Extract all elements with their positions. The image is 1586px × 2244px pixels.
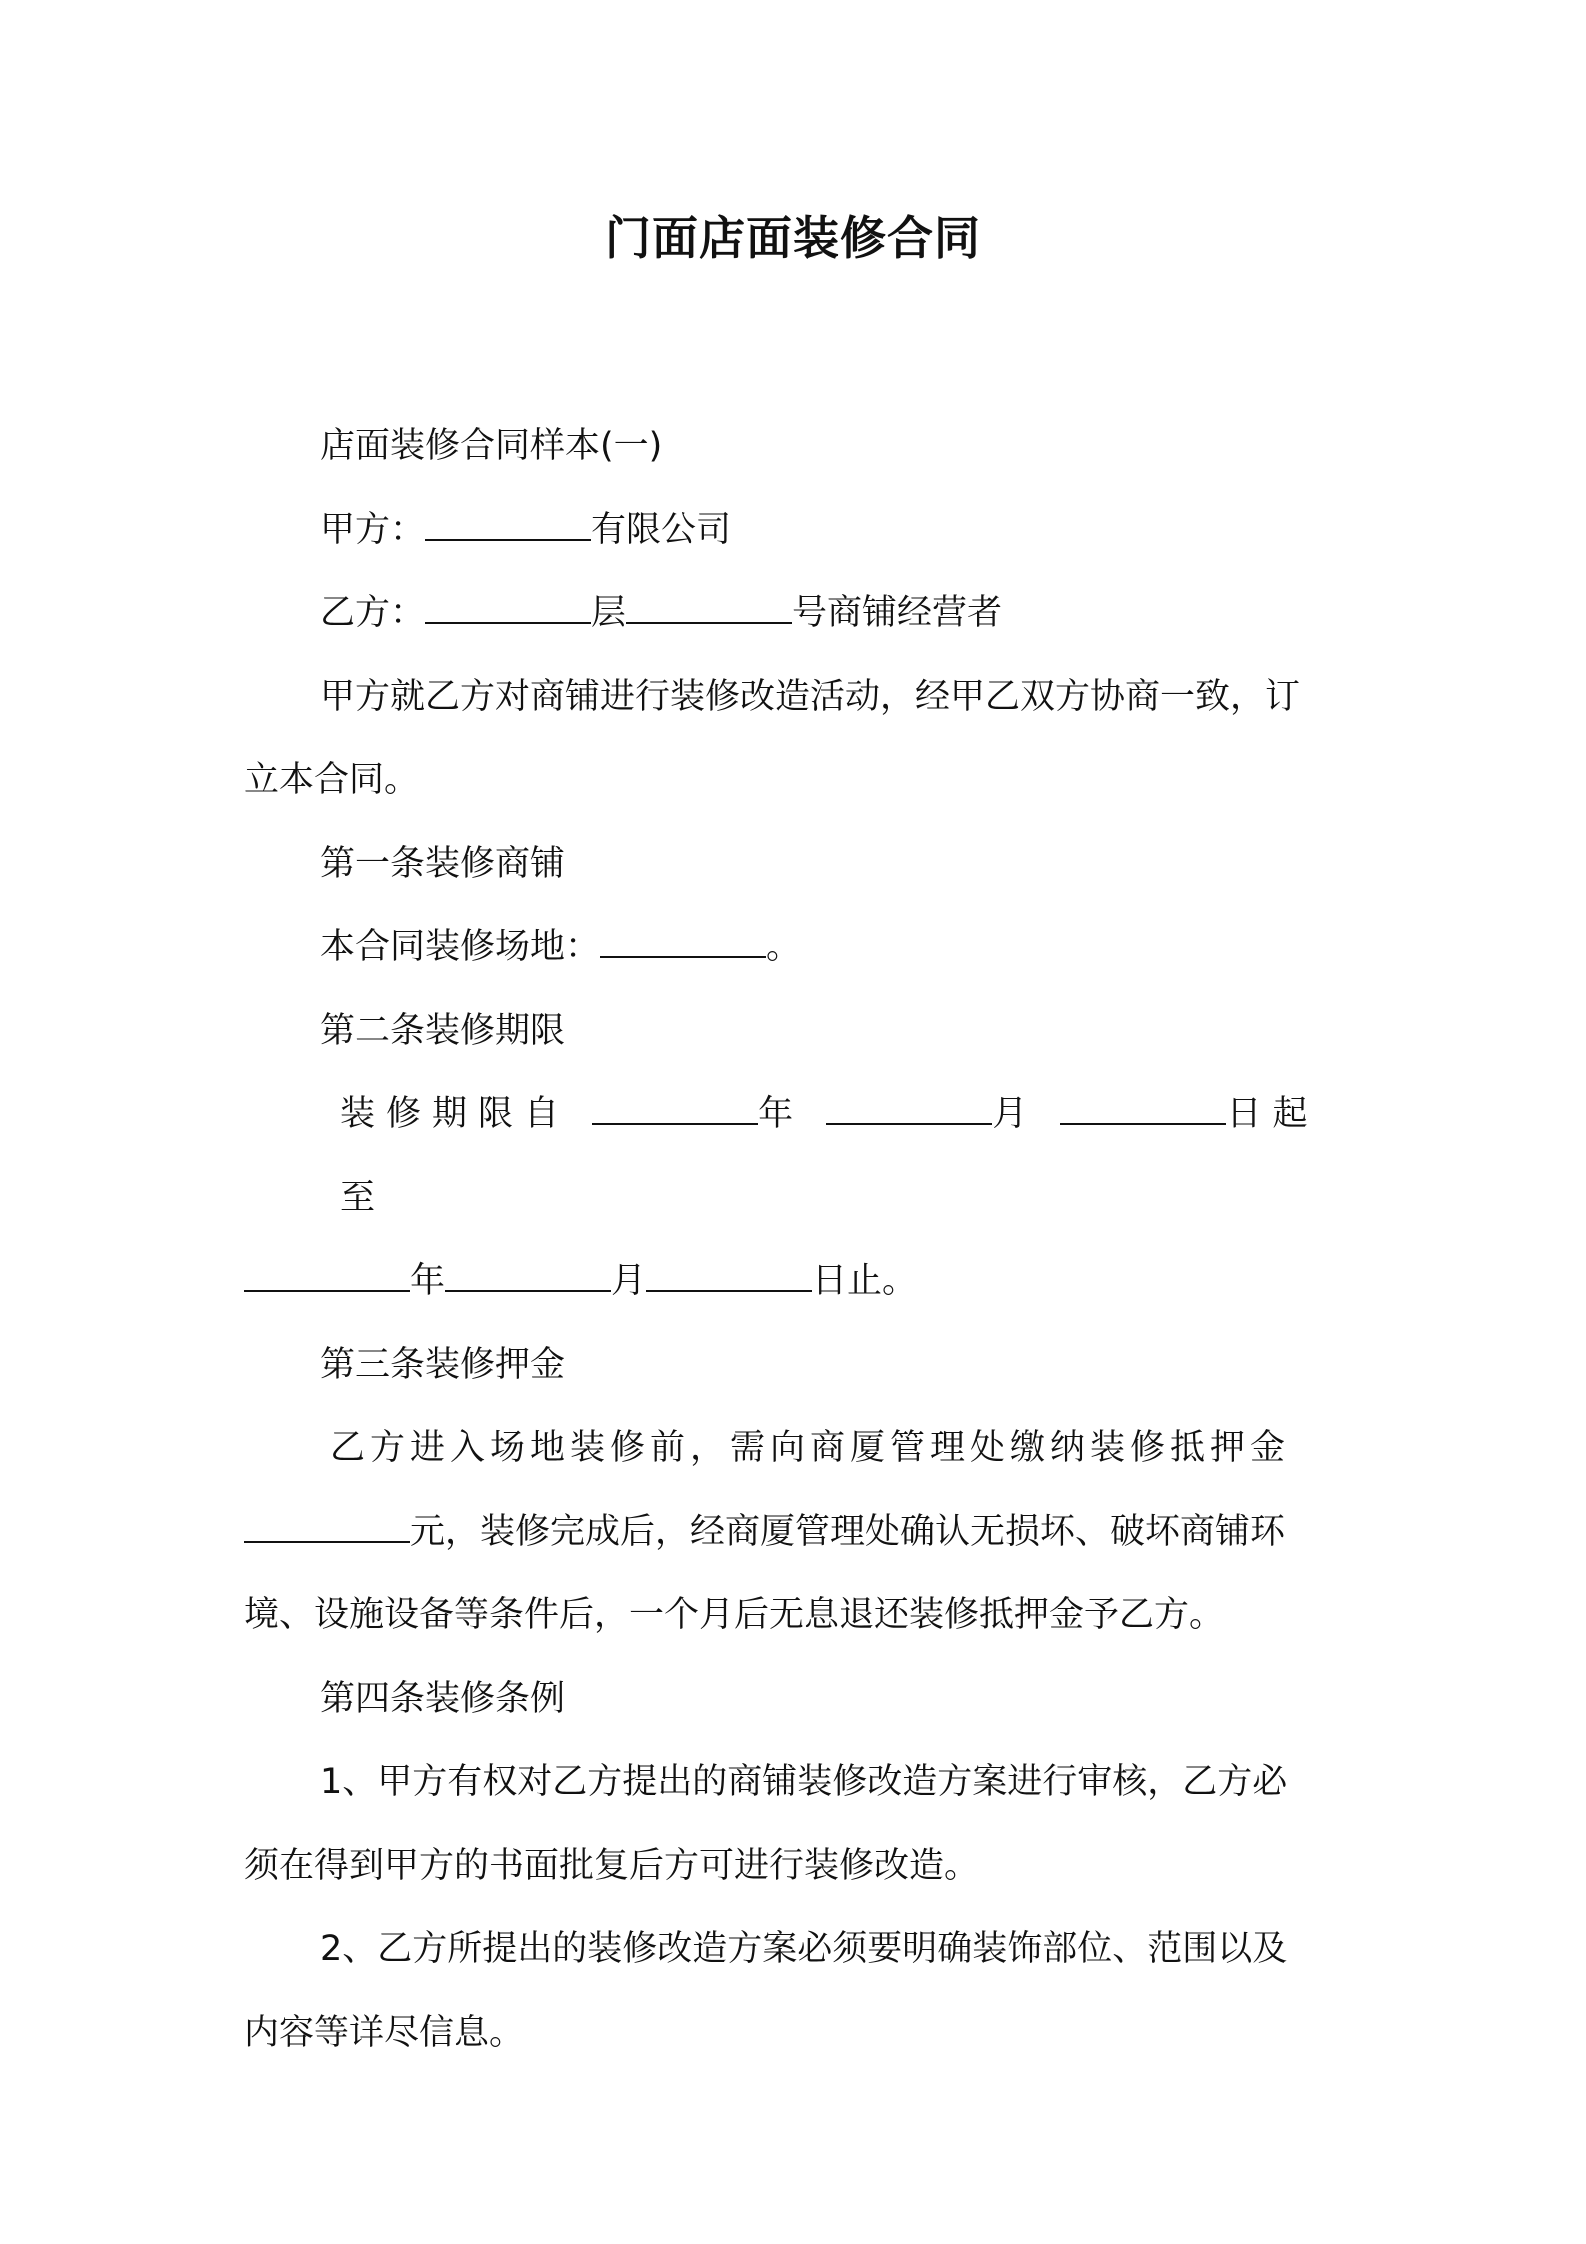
article3-line1-text: 乙方进入场地装修前，需向商厦管理处缴纳装修抵押金 bbox=[330, 1428, 1291, 1468]
party-b-blank-floor bbox=[425, 596, 591, 624]
article2-heading bbox=[244, 990, 1354, 1074]
article4-item1-text2: 须在得到甲方的书面批复后方可进行装修改造。 bbox=[244, 1845, 980, 1886]
document-title: 门面店面装修合同 bbox=[605, 211, 981, 265]
intro-text-2: 立本合同。 bbox=[244, 760, 420, 800]
subtitle bbox=[244, 405, 1354, 489]
subtitle-text: 店面装修合同样本(一) bbox=[320, 426, 663, 466]
article2-heading-text: 第二条装修期限 bbox=[320, 1010, 566, 1051]
party-a-line bbox=[244, 489, 1354, 573]
article3-line2-text: 元，装修完成后，经商厦管理处确认无损坏、破坏商铺环 bbox=[410, 1511, 1286, 1552]
party-b-blank-number bbox=[626, 596, 792, 624]
article2-line2 bbox=[244, 1240, 1354, 1324]
article2-line1 bbox=[244, 1073, 1354, 1240]
document-body bbox=[244, 405, 1354, 2075]
article3-line1 bbox=[244, 1407, 1354, 1491]
article2-month-label: 月 bbox=[992, 1094, 1039, 1134]
article3-heading bbox=[244, 1324, 1354, 1408]
article4-item1-text1: 1、甲方有权对乙方提出的商铺装修改造方案进行审核，乙方必 bbox=[320, 1762, 1288, 1802]
article2-end-year-blank bbox=[244, 1264, 410, 1292]
article4-item2-text2: 内容等详尽信息。 bbox=[244, 2012, 525, 2053]
party-b-line bbox=[244, 572, 1354, 656]
intro-line-1 bbox=[244, 656, 1354, 740]
party-b-floor-label: 层 bbox=[591, 593, 627, 633]
article1-prefix: 本合同装修场地： bbox=[320, 927, 601, 967]
article1-location-blank bbox=[600, 930, 766, 958]
article1-heading-text: 第一条装修商铺 bbox=[320, 843, 566, 884]
party-b-suffix: 号商铺经营者 bbox=[792, 593, 1003, 633]
article2-end-month-blank bbox=[445, 1264, 611, 1292]
party-a-blank bbox=[425, 513, 591, 541]
article3-line3 bbox=[244, 1574, 1354, 1658]
article2-prefix: 装修期限自 bbox=[340, 1094, 571, 1134]
party-b-label: 乙方： bbox=[320, 593, 426, 633]
article2-start-day-blank bbox=[1060, 1097, 1226, 1125]
article4-heading bbox=[244, 1658, 1354, 1742]
article3-deposit-blank bbox=[244, 1515, 410, 1543]
article4-heading-text: 第四条装修条例 bbox=[320, 1678, 566, 1719]
article1-text bbox=[244, 906, 1354, 990]
article2-day-start-label: 日起至 bbox=[340, 1094, 1319, 1218]
article2-end-day-blank bbox=[646, 1264, 812, 1292]
article2-line2-end: 日止。 bbox=[812, 1261, 918, 1301]
article1-heading bbox=[244, 823, 1354, 907]
article4-item1-line1 bbox=[244, 1741, 1354, 1825]
article2-line2-month: 月 bbox=[611, 1261, 647, 1301]
article3-line2 bbox=[244, 1491, 1354, 1575]
article1-suffix: 。 bbox=[766, 927, 802, 967]
party-a-label: 甲方： bbox=[320, 509, 426, 550]
party-a-suffix: 有限公司 bbox=[591, 509, 732, 550]
article2-year-label: 年 bbox=[758, 1094, 805, 1134]
article4-item2-line1 bbox=[244, 1908, 1354, 1992]
article4-item2-line2 bbox=[244, 1992, 1354, 2076]
intro-line-2 bbox=[244, 739, 1354, 823]
intro-text-1: 甲方就乙方对商铺进行装修改造活动，经甲乙双方协商一致，订 bbox=[320, 676, 1301, 717]
article3-heading-text: 第三条装修押金 bbox=[320, 1344, 566, 1385]
article3-line3-text: 境、设施设备等条件后，一个月后无息退还装修抵押金予乙方。 bbox=[244, 1595, 1225, 1635]
article2-line2-year: 年 bbox=[410, 1261, 446, 1301]
article4-item2-text1: 2、乙方所提出的装修改造方案必须要明确装饰部位、范围以及 bbox=[320, 1929, 1288, 1969]
article4-item1-line2 bbox=[244, 1825, 1354, 1909]
article2-start-month-blank bbox=[826, 1097, 992, 1125]
article2-start-year-blank bbox=[592, 1097, 758, 1125]
